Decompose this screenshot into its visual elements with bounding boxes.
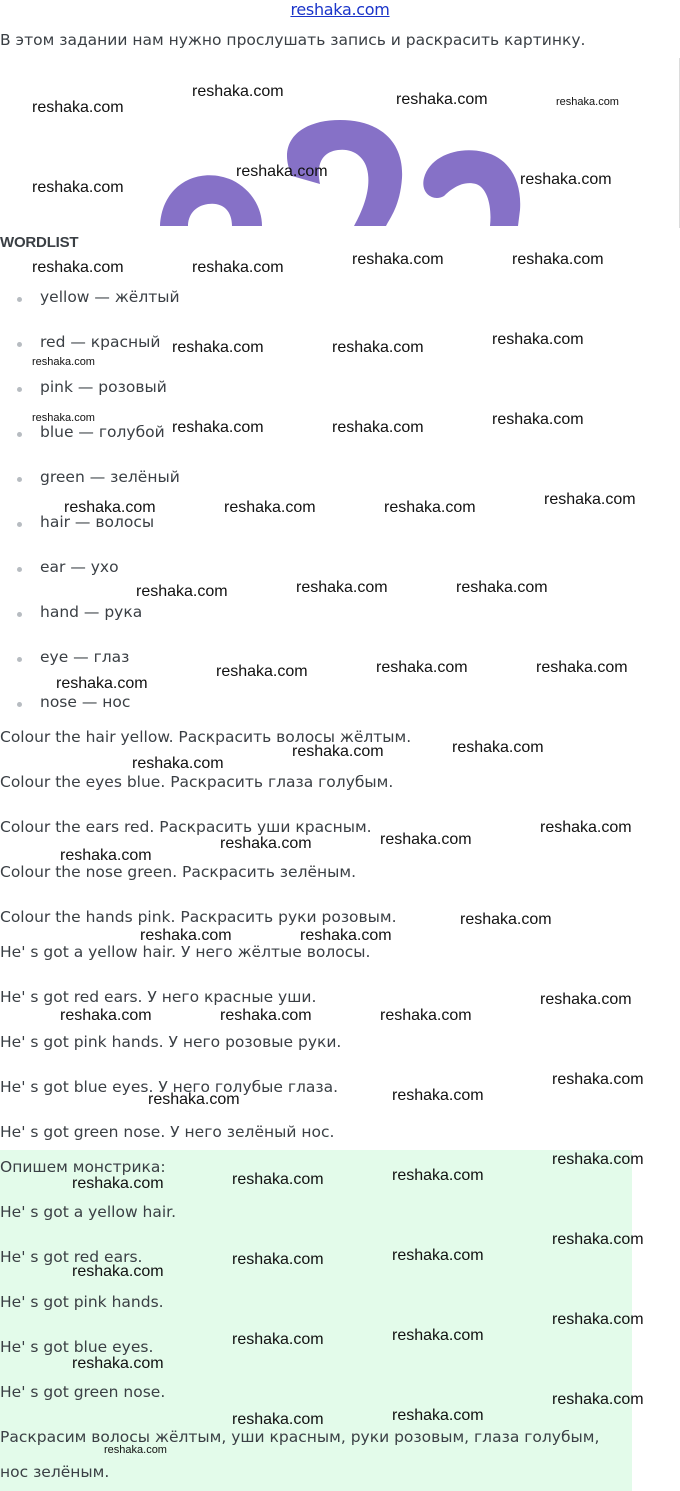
instruction-line: He' s got pink hands. У него розовые руки. — [0, 1033, 342, 1051]
wordlist-item: hand — рука — [40, 603, 143, 621]
list-bullet — [17, 477, 22, 482]
instruction-line: Colour the hair yellow. Раскрасить волосы жёлтым. — [0, 728, 412, 746]
watermark-text: reshaka.com — [140, 927, 232, 944]
watermark-text: reshaka.com — [172, 419, 264, 436]
wordlist-item: green — зелёный — [40, 468, 180, 486]
watermark-text: reshaka.com — [32, 356, 95, 368]
watermark-text: reshaka.com — [220, 835, 312, 852]
answer-line: He' s got blue eyes. — [0, 1338, 154, 1356]
wordlist-item: ear — ухо — [40, 558, 119, 576]
watermark-text: reshaka.com — [32, 179, 124, 196]
wordlist-item: red — красный — [40, 333, 161, 351]
monster-horn-middle — [287, 120, 402, 226]
watermark-text: reshaka.com — [172, 339, 264, 356]
watermark-text: reshaka.com — [384, 499, 476, 516]
watermark-text: reshaka.com — [456, 579, 548, 596]
watermark-text: reshaka.com — [72, 1175, 164, 1192]
list-bullet — [17, 657, 22, 662]
wordlist-item: nose — нос — [40, 693, 131, 711]
watermark-text: reshaka.com — [192, 259, 284, 276]
watermark-text: reshaka.com — [192, 83, 284, 100]
watermark-text: reshaka.com — [552, 1231, 644, 1248]
list-bullet — [17, 432, 22, 437]
watermark-text: reshaka.com — [512, 251, 604, 268]
watermark-text: reshaka.com — [392, 1247, 484, 1264]
watermark-text: reshaka.com — [232, 1171, 324, 1188]
answer-line: He' s got green nose. — [0, 1383, 166, 1401]
answer-line: Опишем монстрика: — [0, 1158, 166, 1176]
watermark-text: reshaka.com — [72, 1263, 164, 1280]
watermark-text: reshaka.com — [392, 1327, 484, 1344]
watermark-text: reshaka.com — [552, 1071, 644, 1088]
watermark-text: reshaka.com — [380, 831, 472, 848]
watermark-text: reshaka.com — [376, 659, 468, 676]
watermark-text: reshaka.com — [544, 491, 636, 508]
list-bullet — [17, 387, 22, 392]
list-bullet — [17, 702, 22, 707]
instruction-line: He' s got a yellow hair. У него жёлтые волосы. — [0, 943, 371, 961]
watermark-text: reshaka.com — [232, 1331, 324, 1348]
watermark-text: reshaka.com — [392, 1087, 484, 1104]
watermark-text: reshaka.com — [224, 499, 316, 516]
wordlist-item: blue — голубой — [40, 423, 165, 441]
watermark-text: reshaka.com — [392, 1407, 484, 1424]
instruction-line: Colour the eyes blue. Раскрасить глаза голубым. — [0, 773, 394, 791]
watermark-text: reshaka.com — [148, 1091, 240, 1108]
watermark-text: reshaka.com — [56, 675, 148, 692]
site-link[interactable]: reshaka.com — [290, 0, 390, 19]
watermark-text: reshaka.com — [64, 499, 156, 516]
list-bullet — [17, 522, 22, 527]
watermark-text: reshaka.com — [232, 1251, 324, 1268]
list-bullet — [17, 612, 22, 617]
watermark-text: reshaka.com — [492, 411, 584, 428]
watermark-text: reshaka.com — [396, 91, 488, 108]
watermark-text: reshaka.com — [452, 739, 544, 756]
watermark-text: reshaka.com — [552, 1311, 644, 1328]
wordlist-item: yellow — жёлтый — [40, 288, 180, 306]
watermark-text: reshaka.com — [536, 659, 628, 676]
watermark-text: reshaka.com — [492, 331, 584, 348]
instruction-line: Colour the ears red. Раскрасить уши красным. — [0, 818, 372, 836]
watermark-text: reshaka.com — [552, 1151, 644, 1168]
list-bullet — [17, 297, 22, 302]
watermark-text: reshaka.com — [460, 911, 552, 928]
watermark-text: reshaka.com — [32, 99, 124, 116]
wordlist-item: hair — волосы — [40, 513, 155, 531]
wordlist-item: pink — розовый — [40, 378, 167, 396]
watermark-text: reshaka.com — [216, 663, 308, 680]
answer-line: Раскрасим волосы жёлтым, уши красным, руки розовым, глаза голубым, — [0, 1428, 600, 1446]
monster-horn-left — [160, 175, 262, 226]
watermark-text: reshaka.com — [32, 259, 124, 276]
answer-line: He' s got pink hands. — [0, 1293, 164, 1311]
watermark-text: reshaka.com — [132, 755, 224, 772]
watermark-text: reshaka.com — [380, 1007, 472, 1024]
monster-illustration — [0, 58, 680, 226]
watermark-text: reshaka.com — [332, 419, 424, 436]
watermark-text: reshaka.com — [556, 96, 619, 108]
instruction-line: Colour the nose green. Раскрасить зелёным. — [0, 863, 357, 881]
watermark-text: reshaka.com — [32, 412, 95, 424]
wordlist-heading: WORDLIST — [0, 234, 79, 251]
watermark-text: reshaka.com — [232, 1411, 324, 1428]
watermark-text: reshaka.com — [332, 339, 424, 356]
watermark-text: reshaka.com — [236, 163, 328, 180]
watermark-text: reshaka.com — [300, 927, 392, 944]
monster-horn-right — [423, 150, 520, 226]
watermark-text: reshaka.com — [296, 579, 388, 596]
watermark-text: reshaka.com — [352, 251, 444, 268]
watermark-text: reshaka.com — [540, 819, 632, 836]
answer-line: He' s got a yellow hair. — [0, 1203, 177, 1221]
watermark-text: reshaka.com — [136, 583, 228, 600]
watermark-text: reshaka.com — [72, 1355, 164, 1372]
watermark-text: reshaka.com — [60, 847, 152, 864]
watermark-text: reshaka.com — [220, 1007, 312, 1024]
answer-line: нос зелёным. — [0, 1463, 110, 1481]
instruction-line: He' s got red ears. У него красные уши. — [0, 988, 317, 1006]
wordlist-item: eye — глаз — [40, 648, 130, 666]
watermark-text: reshaka.com — [520, 171, 612, 188]
watermark-text: reshaka.com — [104, 1444, 167, 1456]
answer-line: He' s got red ears. — [0, 1248, 143, 1266]
watermark-text: reshaka.com — [552, 1391, 644, 1408]
watermark-text: reshaka.com — [540, 991, 632, 1008]
watermark-text: reshaka.com — [392, 1167, 484, 1184]
instruction-line: He' s got blue eyes. У него голубые глаза. — [0, 1078, 339, 1096]
instruction-line: Colour the hands pink. Раскрасить руки розовым. — [0, 908, 397, 926]
instruction-line: He' s got green nose. У него зелёный нос. — [0, 1123, 335, 1141]
watermark-text: reshaka.com — [60, 1007, 152, 1024]
list-bullet — [17, 342, 22, 347]
list-bullet — [17, 567, 22, 572]
intro-text: В этом задании нам нужно прослушать запись и раскрасить картинку. — [0, 31, 586, 49]
watermark-text: reshaka.com — [292, 743, 384, 760]
